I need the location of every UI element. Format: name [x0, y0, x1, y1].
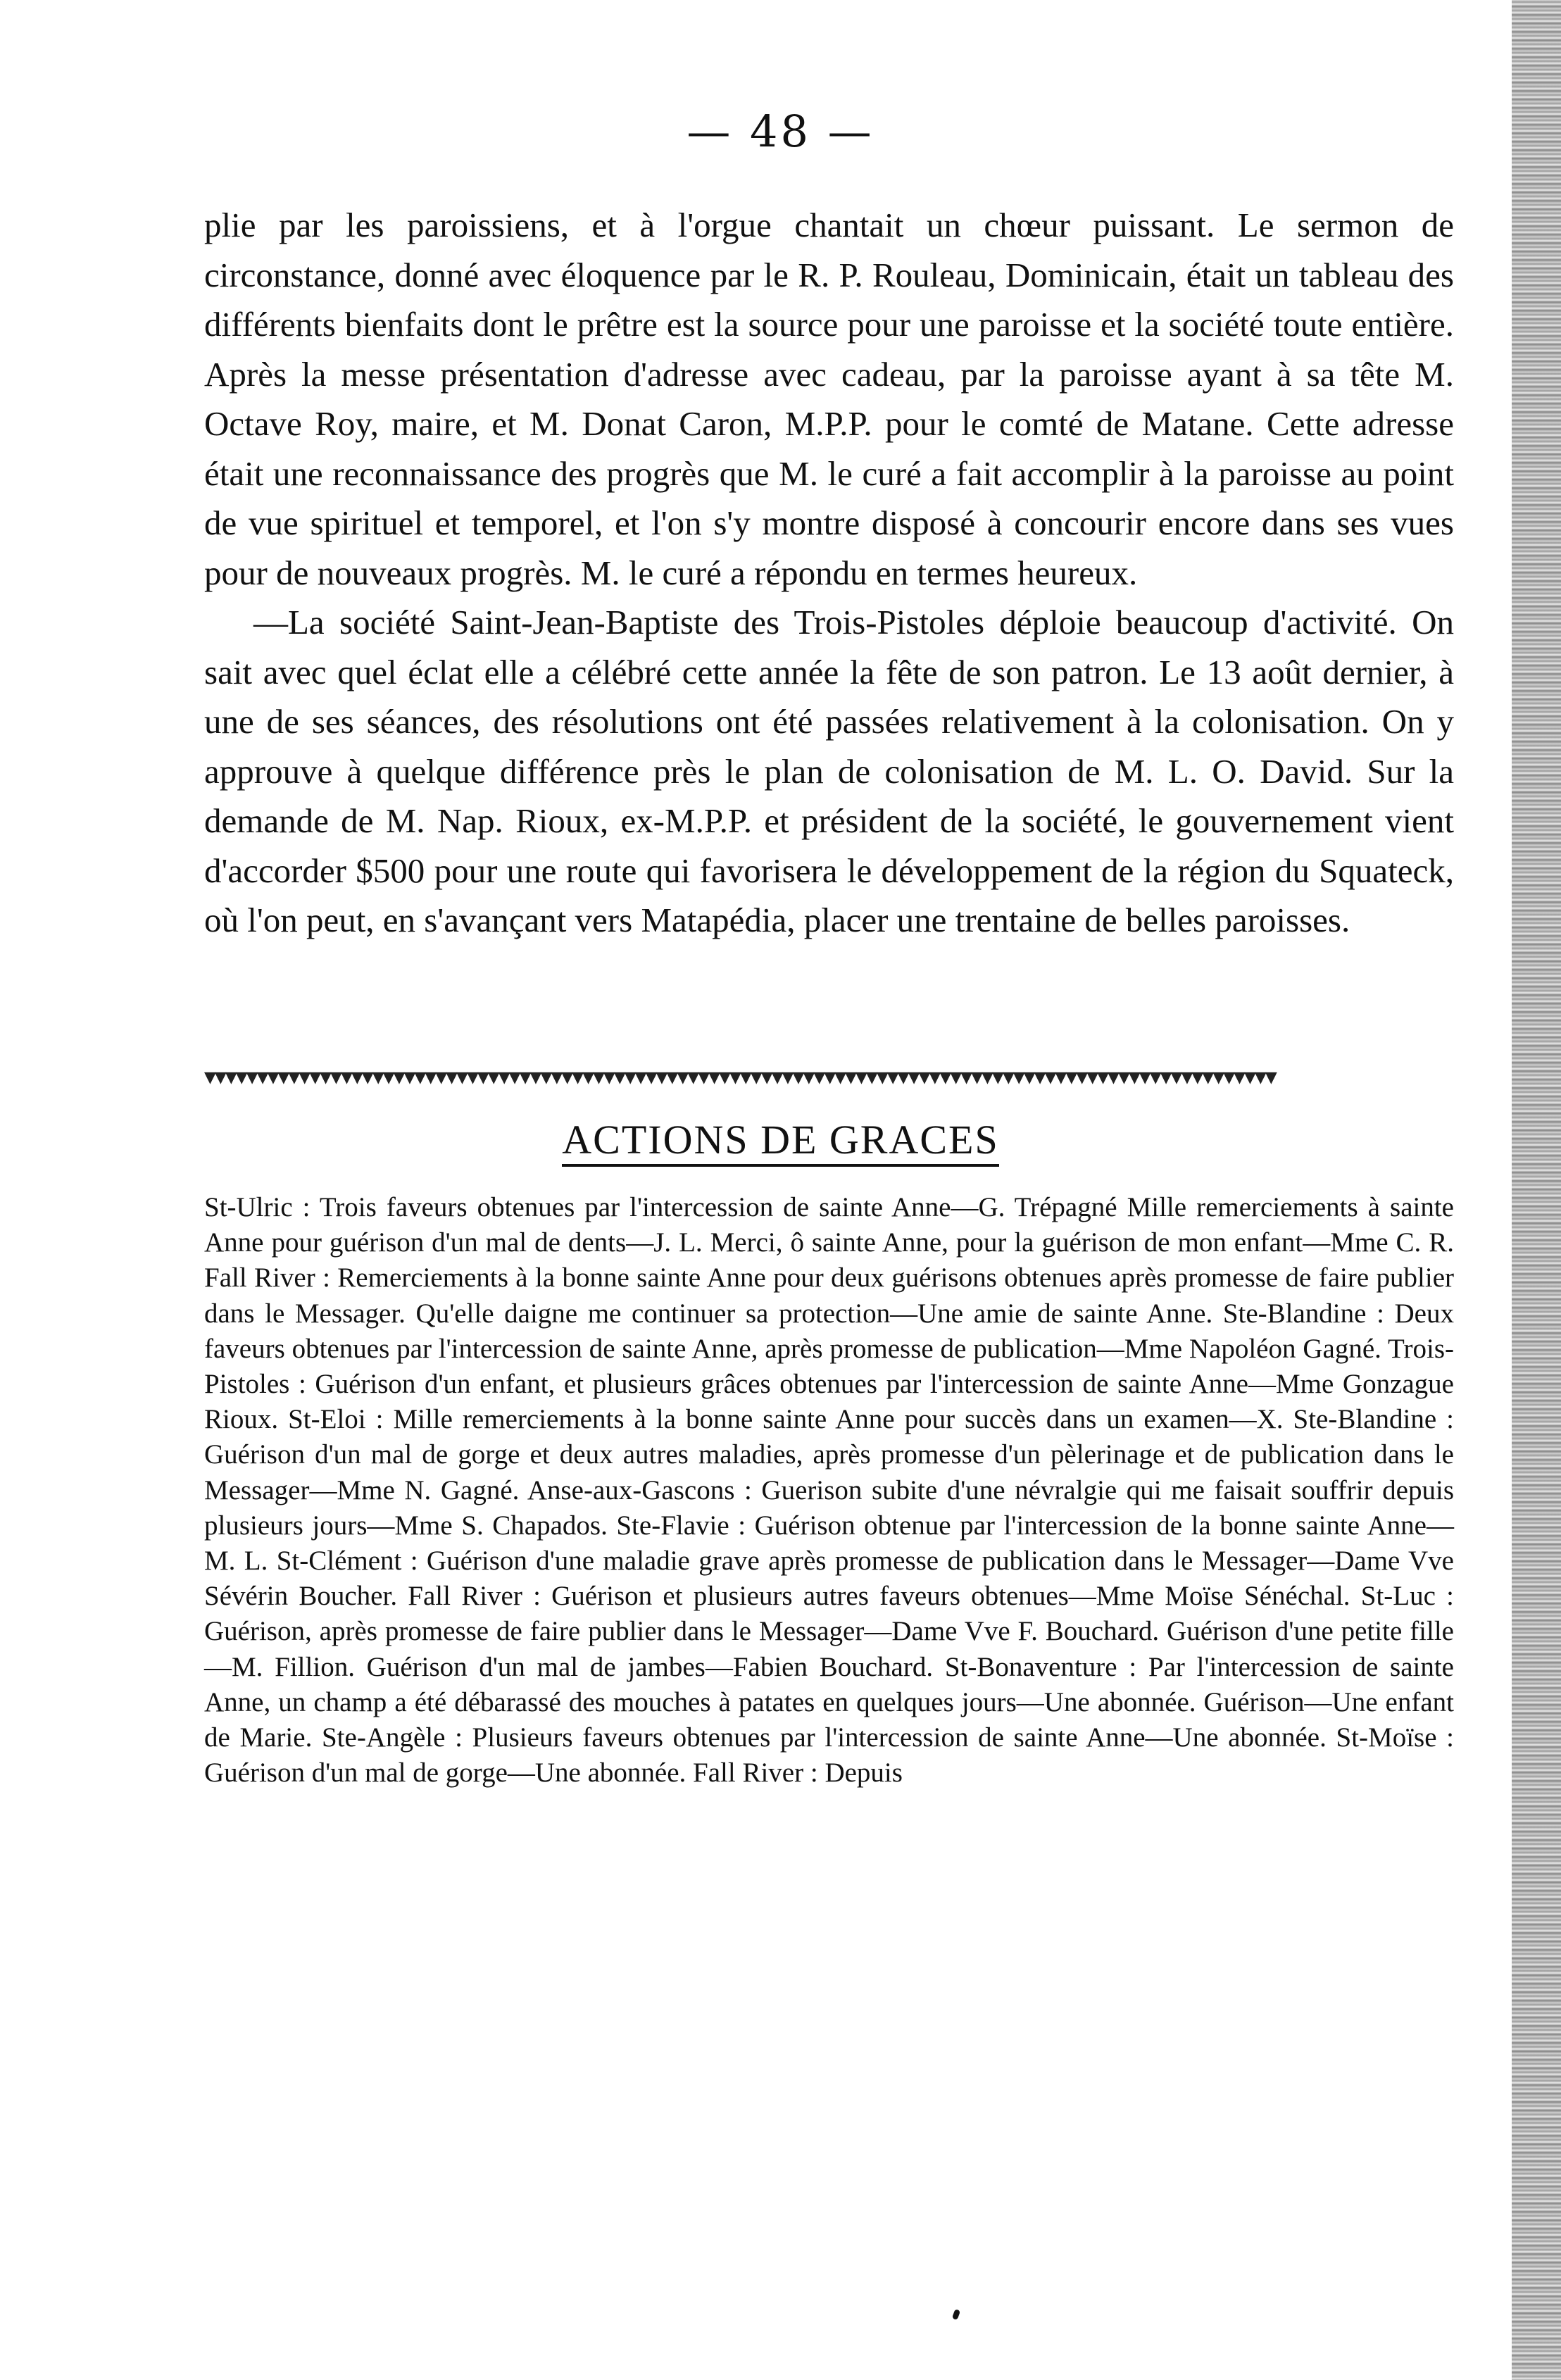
paragraph-parish-celebration: plie par les paroissiens, et à l'orgue chantait un chœur puissant. Le sermon de circonstance, donné avec éloquence par le R. P. Rouleau, Dominicain, était un tableau des différents bienfaits dont le prêtre est la source pour une paroisse et la société toute entière. Après la messe présentation d'adresse avec cadeau, par la paroisse ayant à sa tête M. Octave Roy, maire, et M. Donat Caron, M.P.P. pour le comté de Matane. Cette adresse était une reconnaissance des progrès que M. le curé a fait accomplir à la paroisse au point de vue spirituel et temporel, et l'on s'y montre disposé à concourir encore dans ses vues pour de nouveaux progrès. M. le curé a répondu en termes heureux. [204, 206, 1454, 592]
scanned-page-edge [1512, 0, 1561, 2380]
body-text-actions-de-graces [204, 1190, 1454, 1791]
ink-speck [952, 2309, 960, 2320]
ornamental-divider: ▼▼▼▼▼▼▼▼▼▼▼▼▼▼▼▼▼▼▼▼▼▼▼▼▼▼▼▼▼▼▼▼▼▼▼▼▼▼▼▼▼▼▼▼▼▼▼▼▼▼▼▼▼▼▼▼▼▼▼▼▼▼▼▼▼▼▼▼▼▼▼▼▼▼▼▼▼▼▼▼▼▼▼▼▼▼▼▼▼▼▼▼▼▼▼▼▼▼▼▼▼▼ [204, 1070, 1276, 1086]
body-text-upper [204, 201, 1454, 946]
paragraph-thanksgivings: St-Ulric : Trois faveurs obtenues par l'intercession de sainte Anne—G. Trépagné Mille remerciements à sainte Anne pour guérison d'un mal de dents—J. L. Merci, ô sainte Anne, pour la guérison de mon enfant—Mme C. R. Fall River : Remerciements à la bonne sainte Anne pour deux guérisons obtenues après promesse de faire publier dans le Messager. Qu'elle daigne me continuer sa protection—Une amie de sainte Anne. Ste-Blandine : Deux faveurs obtenues par l'intercession de sainte Anne, après promesse de publication—Mme Napoléon Gagné. Trois-Pistoles : Guérison d'un enfant, et plusieurs grâces obtenues par l'intercession de sainte Anne—Mme Gonzague Rioux. St-Eloi : Mille remerciements à la bonne sainte Anne pour succès dans un examen—X. Ste-Blandine : Guérison d'un mal de gorge et deux autres maladies, après promesse d'un pèlerinage et de publication dans le Messager—Mme N. Gagné. Anse-aux-Gascons : Guerison subite d'une névralgie qui me faisait souffrir depuis plusieurs jours—Mme S. Chapados. Ste-Flavie : Guérison obtenue par l'intercession de la bonne sainte Anne—M. L. St-Clément : Guérison d'une maladie grave après promesse de publication dans le Messager—Dame Vve Sévérin Boucher. Fall River : Guérison et plusieurs autres faveurs obtenues—Mme Moïse Sénéchal. St-Luc : Guérison, après promesse de faire publier dans le Messager—Dame Vve F. Bouchard. Guérison d'une petite fille—M. Fillion. Guérison d'un mal de jambes—Fabien Bouchard. St-Bonaventure : Par l'intercession de sainte Anne, un champ a été débarassé des mouches à patates en quelques jours—Une abonnée. Guérison—Une enfant de Marie. Ste-Angèle : Plusieurs faveurs obtenues par l'intercession de sainte Anne—Une abonnée. St-Moïse : Guérison d'un mal de gorge—Une abonnée. Fall River : Depuis [204, 1192, 1454, 1789]
page-number: — 48 — [687, 106, 874, 157]
section-title-text: ACTIONS DE GRACES [562, 1117, 999, 1167]
paragraph-saint-jean-baptiste-society: —La société Saint-Jean-Baptiste des Trois-Pistoles déploie beaucoup d'activité. On sait avec quel éclat elle a célébré cette année la fête de son patron. Le 13 août dernier, à une de ses séances, des résolutions ont été passées relativement à la colonisation. On y approuve à quelque différence près le plan de colonisation de M. L. O. David. Sur la demande de M. Nap. Rioux, ex-M.P.P. et président de la société, le gouvernement vient d'accorder $500 pour une route qui favorisera le développement de la région du Squateck, où l'on peut, en s'avançant vers Matapédia, placer une trentaine de belles paroisses. [204, 603, 1454, 939]
section-title [0, 1116, 1561, 1163]
